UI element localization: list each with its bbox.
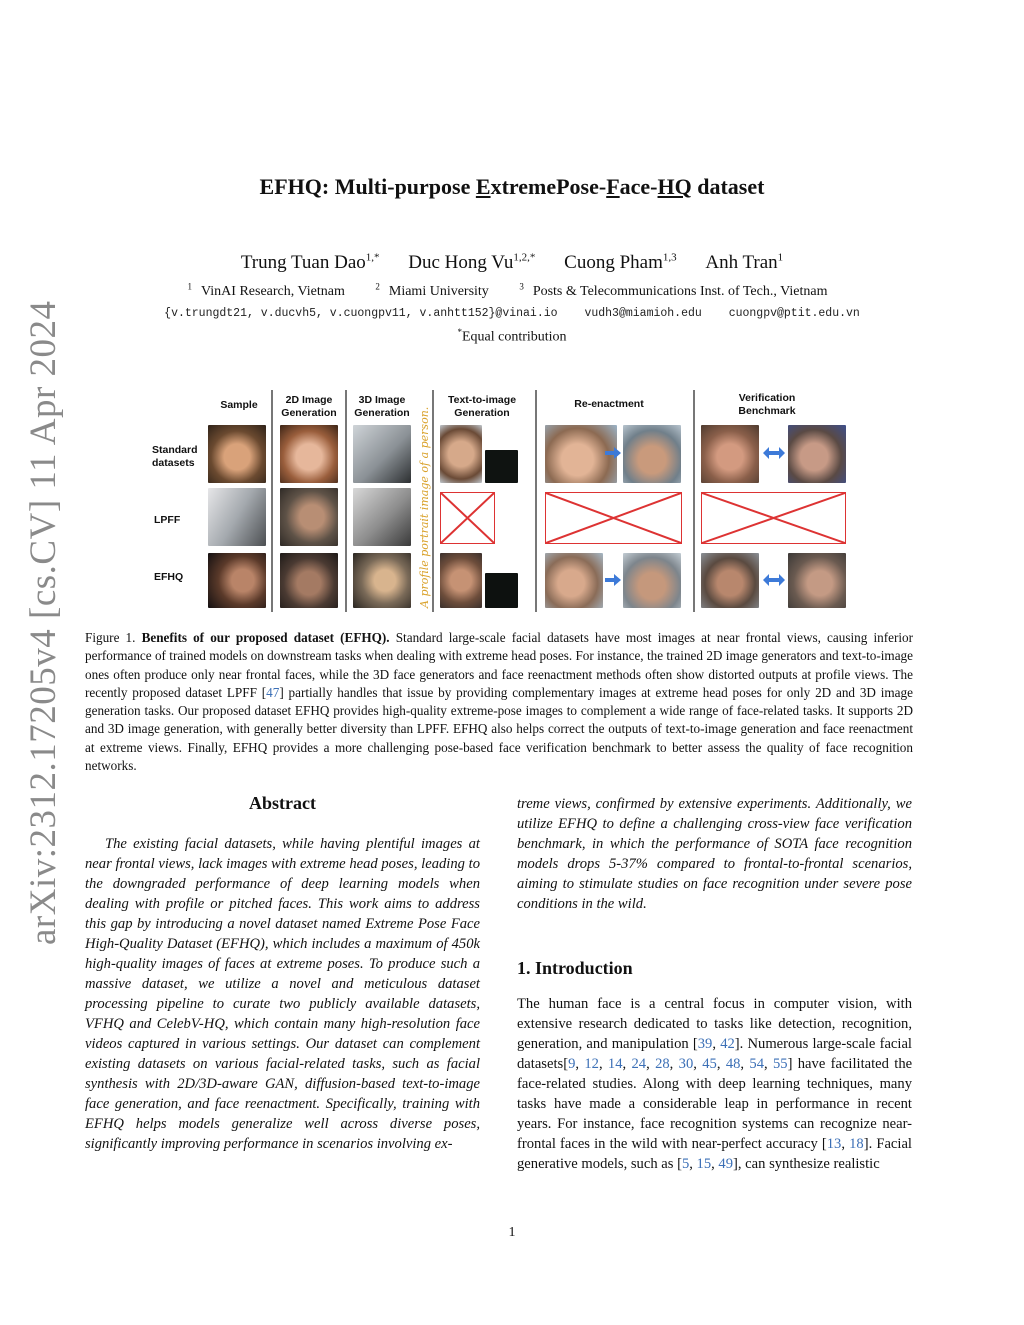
abstract-heading: Abstract [249,793,316,813]
author: Duc Hong $Vu^{1,2,*}$ [408,252,536,274]
abstract-continued: treme views, confirmed by extensive experiments. Additionally, we utilize EFHQ to define a challenging cross-view face verification benchmark, in which the performance of SOTA face recognition models drops 5-37% compared to frontal-to-frontal scenarios, aiming to stimulate studies on face recognition under severe pose conditions in the wild. [517,796,912,912]
face-image [353,425,411,483]
affiliations [0,281,1024,300]
face-image [788,553,846,608]
face-image [701,425,759,483]
noise-image [485,450,518,483]
column-divider [271,390,273,612]
citation-link[interactable]: 15 [696,1156,712,1172]
row-header-efhq: EFHQ [154,571,184,583]
column-divider [345,390,347,612]
missing-image-placeholder [701,492,846,544]
section-heading-introduction: 1. Introduction [517,958,633,978]
face-image [353,553,411,608]
citation-link[interactable]: 13 [826,1136,842,1152]
citation-link[interactable]: 14 [607,1056,623,1072]
citation-link[interactable]: 49 [718,1156,734,1172]
citation-link[interactable]: 24 [631,1056,647,1072]
column-header-sample: Sample [220,399,258,411]
column-header-3d: 3D Image Generation [354,394,410,419]
face-image [280,553,338,608]
noise-image [485,573,518,608]
column-divider [693,390,695,612]
citation-link[interactable]: 18 [849,1136,864,1152]
face-image [788,425,846,483]
introduction-body: The human face is a central focus in computer vision, with extensive research dedicated to tasks like detection, recognition, generation, and manipulation [39, 42]. Numerous large-scale facial datasets[9, 12, 14, 24, 28, 30, 45, 48, 54, 55] have facilitated the face-related studies. Along with deep learning techniques, many tasks have made a considerable leap in performance in recent years. For instance, face recognition systems can recognize near-frontal faces in the wild with near-perfect accuracy [13, 18]. Facial generative models, such as [5, 15, 49], can synthesize realistic [517,996,913,1172]
arxiv-side-stamp: arXiv:2312.17205v4 [cs.CV] 11 Apr 2024 [23,300,64,945]
email: vudh3@miamioh.edu [584,307,702,320]
equal-contribution-note: *Equal contribution [457,327,567,345]
face-image [623,425,681,483]
citation-link[interactable]: 55 [772,1056,788,1072]
missing-image-placeholder [440,492,495,544]
double-arrow-icon [763,447,785,459]
face-image [280,425,338,483]
face-image [440,553,482,608]
arrow-right-icon [605,574,621,586]
affiliation: $^3$ Posts & Telecommunications Inst. of Tech., Vietnam [519,281,828,299]
citation-link[interactable]: 28 [655,1056,670,1072]
emails [0,307,1024,320]
citation-link[interactable]: 30 [678,1056,694,1072]
email: cuongpv@ptit.edu.vn [728,307,860,320]
face-image [208,425,266,483]
double-arrow-icon [763,574,785,586]
affiliation: $^2$ Miami University [375,281,489,299]
row-header-lpff: LPFF [154,514,181,526]
citation-link[interactable]: 47 [266,684,280,700]
t2i-prompt-label: A profile portrait image of a person. [418,406,431,608]
figure-1 [148,390,850,612]
paper-title: EFHQ: Multi-purpose ExtremePose-Face-HQ dataset [259,174,765,199]
column-header-2d: 2D Image Generation [281,394,337,419]
face-image [208,553,266,608]
row-header-standard: Standard datasets [152,444,198,469]
face-image [353,488,411,546]
citation-link[interactable]: 39 [697,1036,713,1052]
citation-link[interactable]: 42 [720,1036,735,1052]
face-image [280,488,338,546]
column-header-reenactment: Re-enactment [574,398,644,410]
citation-link[interactable]: 54 [749,1056,764,1072]
column-header-t2i: Text-to-image Generation [447,394,517,419]
citation-link[interactable]: 12 [584,1056,599,1072]
citation-link[interactable]: 48 [725,1056,741,1072]
column-divider [535,390,537,612]
face-image [440,425,482,483]
face-image [701,553,759,608]
affiliation: $^1$ VinAI Research, Vietnam [187,281,345,299]
face-image [623,553,681,608]
author: Anh Tran$^1$ [705,252,784,274]
face-image [545,553,603,608]
citation-link[interactable]: 5 [681,1156,690,1172]
email: {v.trungdt21, v.ducvh5, v.cuongpv11, v.anhtt152}@vinai.io [164,307,558,320]
figure-caption: Figure 1. Benefits of our proposed dataset (EFHQ). Standard large-scale facial datasets have most images at near frontal views, causing inferior performance of trained models on downstream tasks when dealing with extreme head poses. For instance, the trained 2D image generators and text-to-image ones often produce only near frontal faces, while the 3D face generators and face reenactment methods often show distorted outputs at profile views. The recently proposed dataset LPFF [47] partially handles that issue by providing complementary images at extreme head poses for only 2D and 3D image generation tasks. Our proposed dataset EFHQ provides high-quality extreme-pose images to complement a wide range of face-related tasks. It supports 2D and 3D image generation, with generally better diversity than LPFF. EFHQ also helps correct the outputs of text-to-image generation and face reenactment at extreme views. Finally, EFHQ provides a more challenging pose-based face verification benchmark to better assess the quality of face recognition networks. [85,630,913,774]
face-image [208,488,266,546]
author: Cuong Pham$^{1,3}$ [564,252,677,274]
abstract-body: The existing facial datasets, while having plentiful images at near frontal views, lack images with extreme head poses, leading to the downgraded performance of deep learning models when dealing with profile or pitched faces. This work aims to address this gap by introducing a novel dataset named Extreme Pose Face High-Quality Dataset (EFHQ), which includes a maximum of 450k high-quality images of faces at extreme poses. To produce such a massive dataset, we utilize a novel and meticulous dataset processing pipeline to curate two publicly available datasets, VFHQ and CelebV-HQ, which contain many high-resolution face videos captured in various settings. Our dataset can complement existing datasets on various facial-related tasks, such as facial synthesis with 2D/3D-aware GAN, diffusion-based text-to-image face generation, and face reenactment. Specifically, training with EFHQ helps models generalize well across diverse poses, significantly improving performance in scenarios involving ex- [85,836,480,1152]
citation-link[interactable]: 9 [568,1056,576,1072]
author-list [0,252,1024,274]
missing-image-placeholder [545,492,682,544]
author: Trung Tuan Dao$^{1,*}$ [240,252,380,274]
citation-link[interactable]: 45 [702,1056,717,1072]
arrow-right-icon [605,447,621,459]
page-number: 1 [508,1225,516,1240]
column-header-verification: Verification Benchmark [738,392,796,417]
